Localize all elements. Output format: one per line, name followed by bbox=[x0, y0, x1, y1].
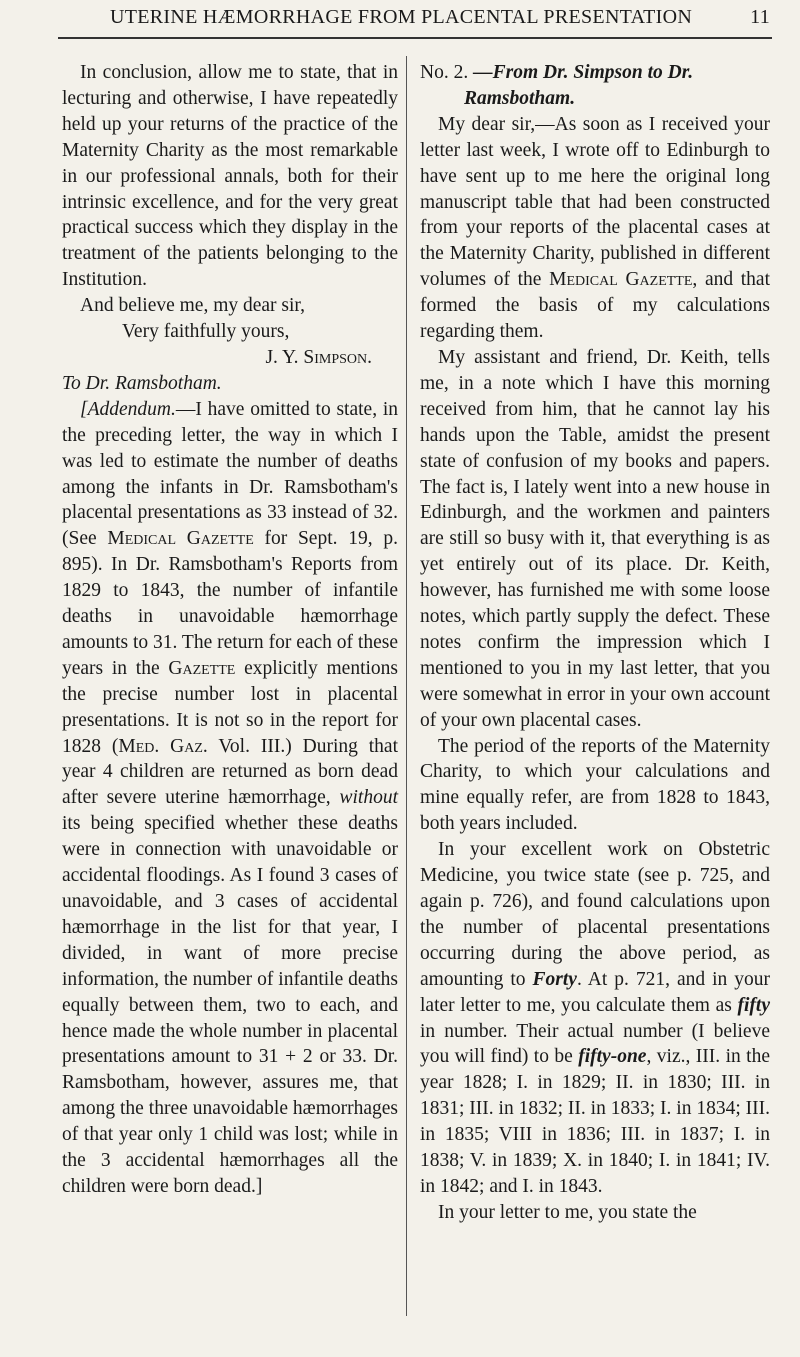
emphasis-fifty: fifty bbox=[737, 994, 770, 1016]
letter-paragraph-4 bbox=[420, 837, 770, 1200]
letter-title-continued: Ramsbotham. bbox=[464, 87, 576, 109]
letter-paragraph-2: My assistant and friend, Dr. Keith, tells me, in a note which I have this morning received from him, that he cannot lay his hands upon the Table, amidst the present state of confusion of my books and papers. The fact is, I lately went into a new house in Edinburgh, and the workmen and painters are still so busy with it, that everything is as yet entirely out of its place. Dr. Keith, however, has furnished me with some loose notes, which partly supply the defect. These notes confirm the impression which I mentioned to you in my last letter, that you were somewhat in error in your own account of your own placental cases. bbox=[420, 346, 770, 731]
emphasis-fifty-one: fifty-one bbox=[578, 1046, 647, 1068]
column-divider bbox=[406, 56, 407, 1316]
addendum-text-3: explicitly mentions the precise number lost in placental presentations. It is not so in the report for 1828 ( bbox=[62, 657, 398, 757]
letter-title: —From Dr. Simpson to Dr. bbox=[473, 62, 694, 83]
letter-text: . At p. 721, and in your later letter to me, you calculate them as bbox=[420, 968, 770, 1016]
letter-text: , and that formed the basis of my calculations regarding them. bbox=[420, 269, 770, 343]
signature: J. Y. Simpson. bbox=[265, 346, 372, 368]
journal-name: Gazette bbox=[168, 657, 236, 679]
letter-text: , viz., III. in the year 1828; I. in 1829; II. in 1830; III. in 1831; III. in 1832; II. in 1833; I. in 1834; III. in 1835; VIII in 1836; III. in 1837; I. in 1838; V. in 1839; X. in 1840; I. in 1841; IV. in 1842; and I. in 1843. bbox=[420, 1046, 770, 1197]
header-rule bbox=[58, 37, 772, 39]
emphasis-forty: Forty bbox=[532, 968, 577, 990]
running-header bbox=[110, 6, 770, 29]
emphasis-without: without bbox=[339, 787, 398, 809]
letter-text: My dear sir,—As soon as I received your letter last week, I wrote off to Edinburgh to have sent up to me here the original long manuscript table that had been constructed from your reports of the placental cases at the Maternity Charity, published in different volumes of the bbox=[420, 113, 770, 291]
letter-text: In your excellent work on Obstetric Medicine, you twice state (see p. 725, and again p. 726), and found calculations upon the number of placental presentations occurring during the above period, as amounting to bbox=[420, 839, 770, 990]
addressee: To Dr. Ramsbotham. bbox=[62, 372, 222, 394]
letter-paragraph-3: The period of the reports of the Maternity Charity, to which your calculations and mine equally refer, are from 1828 to 1843, both years included. bbox=[420, 735, 770, 835]
page-number: 11 bbox=[750, 6, 770, 28]
journal-name: Med. Gaz. bbox=[118, 735, 208, 757]
journal-name: Medical Gazette bbox=[549, 269, 693, 291]
addendum-paragraph bbox=[62, 397, 398, 1200]
right-column bbox=[420, 60, 770, 1226]
letter-text: in number. Their actual number (I believe you will find) to be bbox=[420, 1020, 770, 1068]
closing-line-1: And believe me, my dear sir, bbox=[80, 295, 306, 317]
running-title: UTERINE HÆMORRHAGE FROM PLACENTAL PRESENTATION bbox=[110, 6, 693, 28]
addendum-text-2: for Sept. 19, p. 895). In Dr. Ramsbotham's Reports from 1829 to 1843, the number of infantile deaths in unavoidable hæmorrhage amounts to 31. The return for each of these years in the bbox=[62, 528, 398, 679]
closing-line-2: Very faithfully yours, bbox=[122, 321, 290, 343]
addendum-text-5: its being specified whether these deaths were in connection with unavoidable or accidental floodings. As I found 3 cases of unavoidable, and 3 cases of accidental hæmorrhage in the list for that year, I divided, in want of more precise information, the number of infantile deaths equally between them, two to each, and hence made the whole number in placental presentations amount to 31 + 2 or 33. Dr. Ramsbotham, however, assures me, that among the three unavoidable hæmorrhages of that year only 1 child was lost; while in the 3 accidental hæmorrhages all the children were born dead.] bbox=[62, 813, 398, 1197]
left-column bbox=[62, 60, 398, 1200]
addendum-text-4: Vol. III.) During that year 4 children are returned as born dead after severe uterine hæmorrhage, bbox=[62, 735, 399, 809]
addendum-label: [Addendum. bbox=[80, 398, 176, 420]
letter-heading bbox=[420, 60, 770, 112]
journal-name: Medical Gazette bbox=[107, 528, 254, 550]
letter-paragraph-5: In your letter to me, you state the bbox=[438, 1201, 697, 1223]
letter-number: No. 2. bbox=[420, 62, 469, 83]
conclusion-paragraph: In conclusion, allow me to state, that in lecturing and otherwise, I have repeatedly held up your returns of the practice of the Maternity Charity as the most remarkable in our professional annals, both for their intrinsic excellence, and for the very great practical success which they display in the treatment of the patients belonging to the Institution. bbox=[62, 62, 398, 291]
letter-paragraph-1 bbox=[420, 112, 770, 345]
addendum-text-1: —I have omitted to state, in the preceding letter, the way in which I was led to estimate the number of deaths among the infants in Dr. Ramsbotham's placental presentations as 33 instead of 32. (See bbox=[62, 398, 398, 550]
